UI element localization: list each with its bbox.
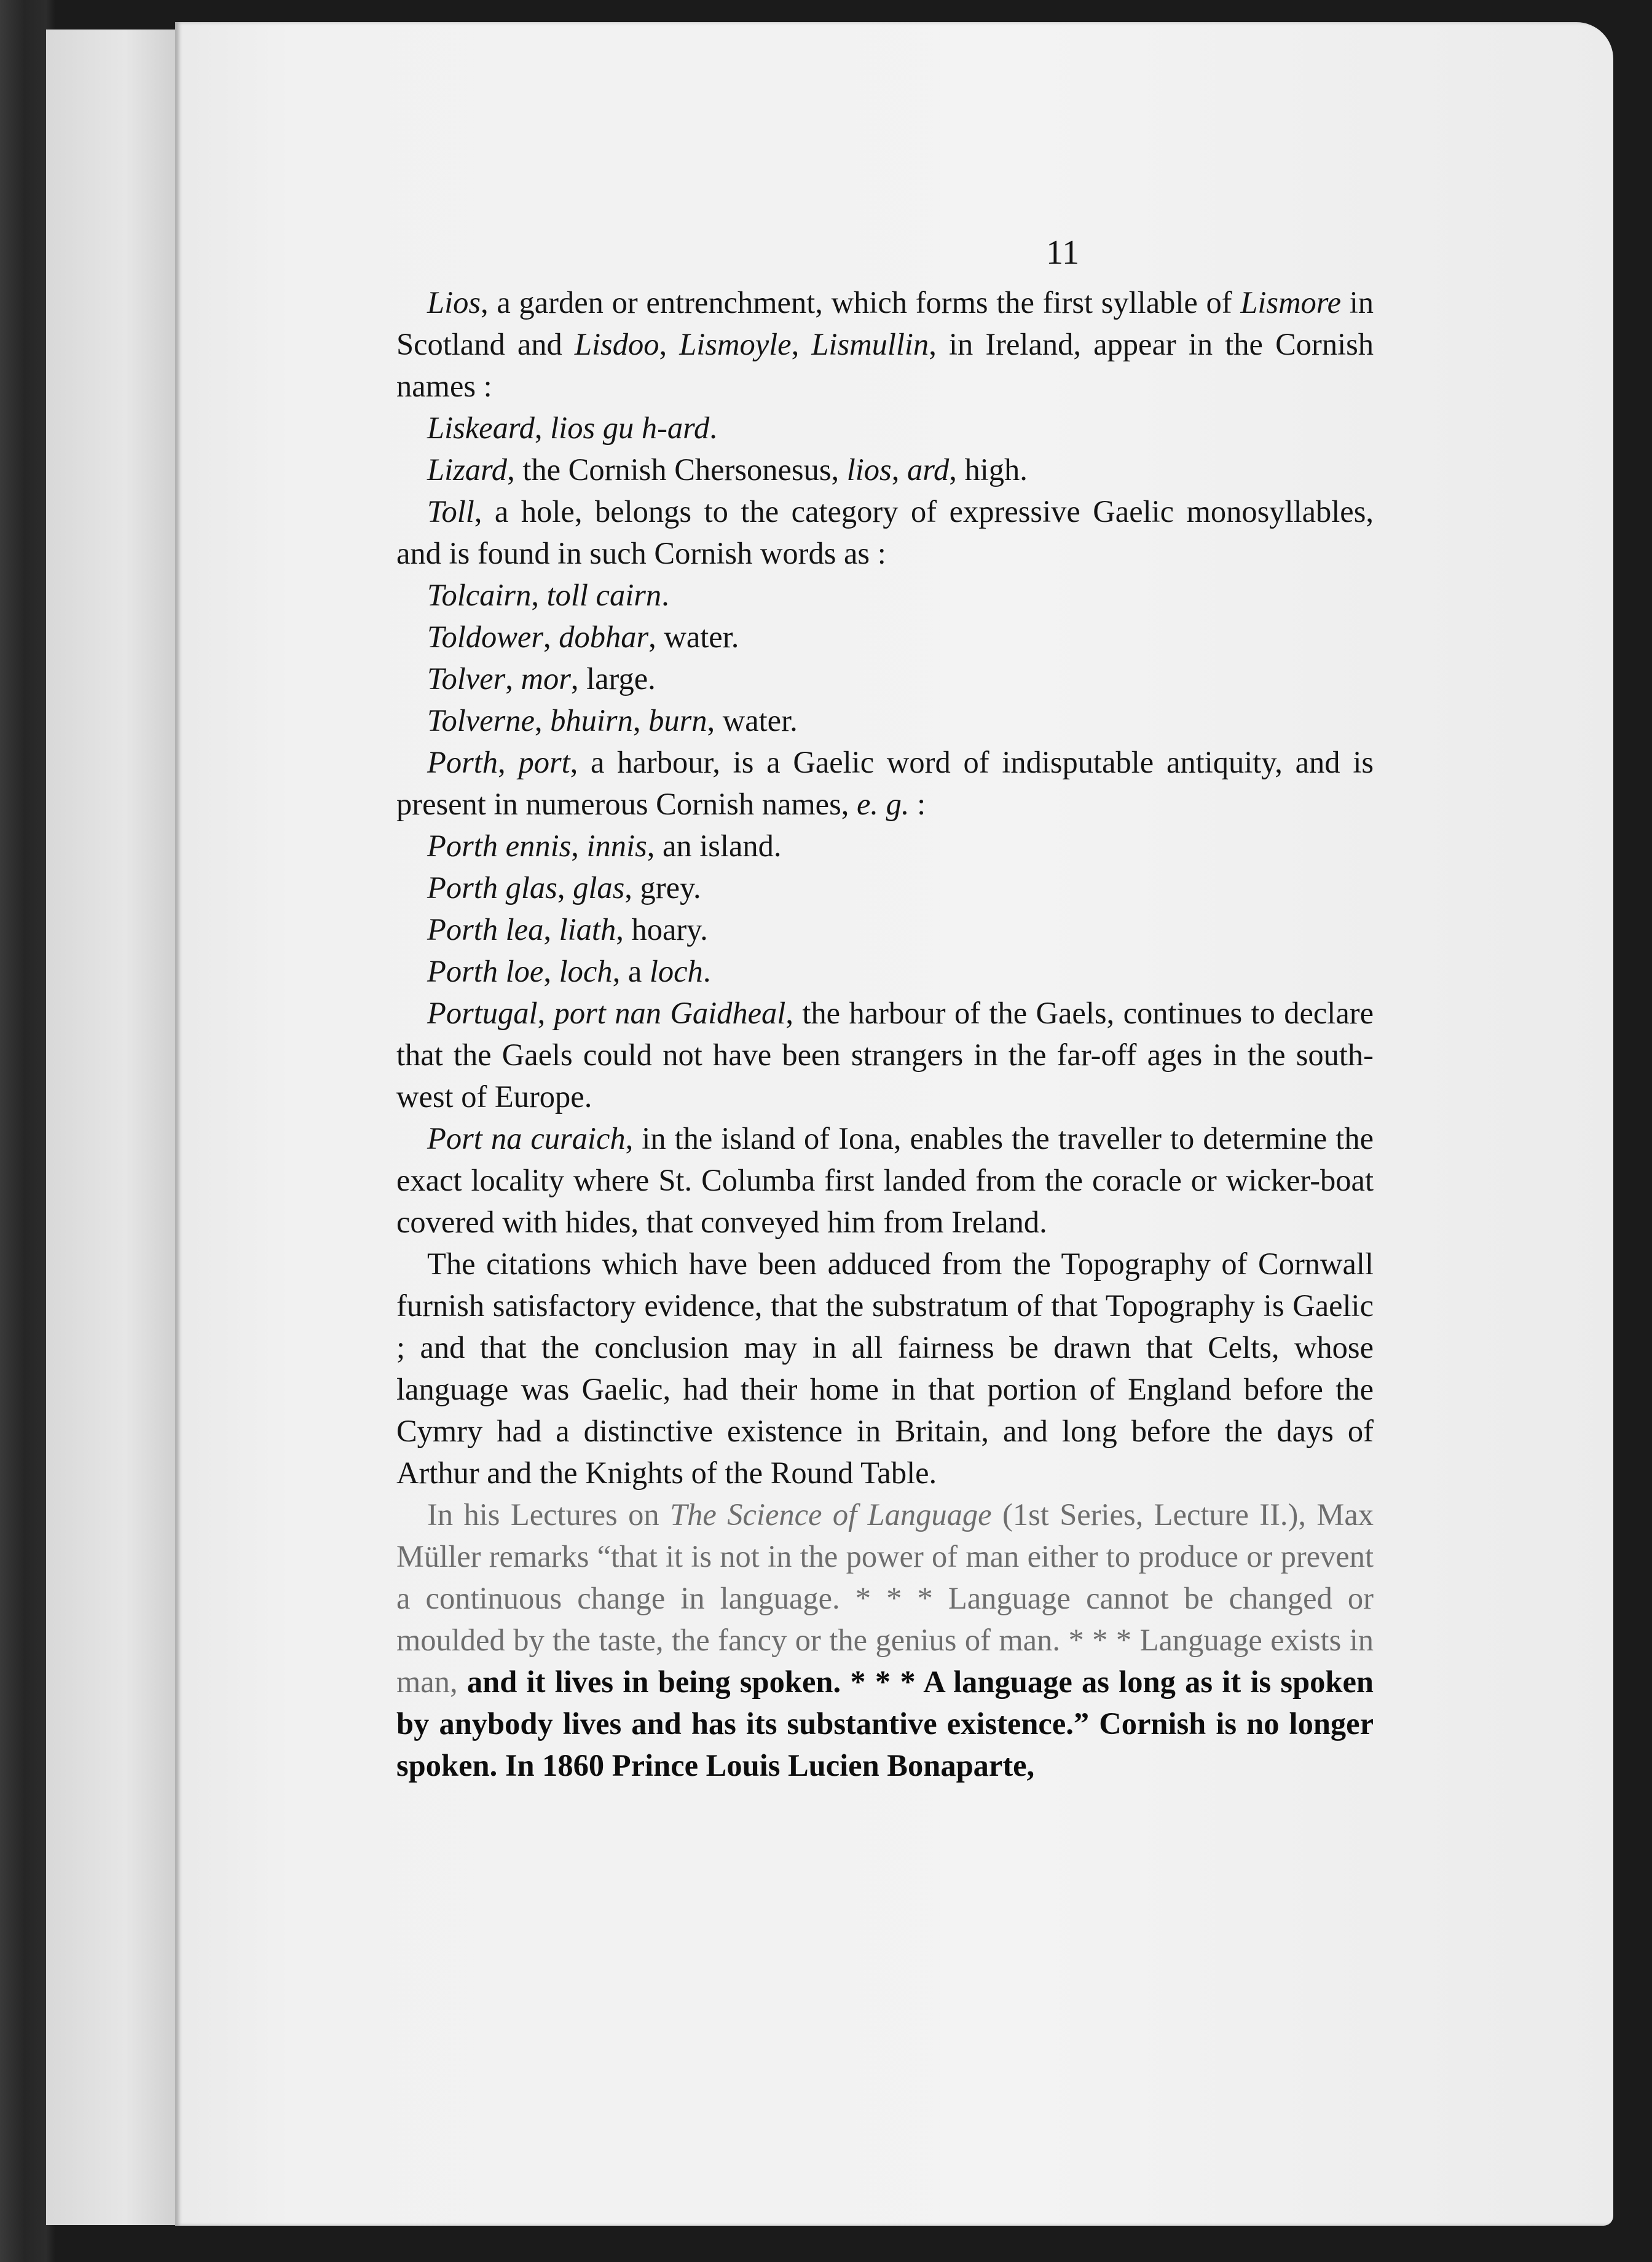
paragraph-citations: The citations which have been adduced from the Topography of Cornwall furnish satisfactory evidence, that the substratum of that Topography is Gaelic ; and that the conclusion may in all fairness be drawn that Celts, whose language was Gaelic, had their home in that portion of England before the Cymry had a distinctive existence in Britain, and long before the days of Arthur and the Knights of the Round Table. bbox=[396, 1247, 1374, 1490]
entry-porth-lea: Porth lea, liath, hoary. bbox=[427, 912, 708, 947]
body-text bbox=[396, 282, 1374, 1786]
page-number: 11 bbox=[1046, 234, 1079, 272]
entry-porth-loe: Porth loe, loch, a loch. bbox=[427, 954, 711, 988]
entry-tolver: Tolver, mor, large. bbox=[427, 661, 656, 696]
entry-tolcairn: Tolcairn, toll cairn. bbox=[427, 578, 669, 612]
paragraph-lios: Lios, a garden or entrenchment, which forms the first syllable of Lismore in Scotland and Lisdoo, Lismoyle, Lismullin, in Ireland, appear in the Cornish names : bbox=[396, 285, 1374, 403]
paragraph-porth: Porth, port, a harbour, is a Gaelic word of indisputable antiquity, and is present in numerous Cornish names, e. g. : bbox=[396, 745, 1374, 821]
entry-liskeard: Liskeard, lios gu h-ard. bbox=[427, 411, 717, 445]
entry-porth-glas: Porth glas, glas, grey. bbox=[427, 870, 701, 905]
paragraph-max-muller: In his Lectures on The Science of Language (1st Series, Lecture II.), Max Müller remarks “that it is not in the power of man either to produce or prevent a continuous change in language. * * * Language cannot be changed or moulded by the taste, the fancy or the genius of man. * * * Language exists in man, and it lives in being spoken. * * * A language as long as it is spoken by anybody lives and has its substantive existence.” Cornish is no longer spoken. In 1860 Prince Louis Lucien Bonaparte, bbox=[396, 1497, 1374, 1783]
entry-tolverne: Tolverne, bhuirn, burn, water. bbox=[427, 703, 798, 738]
paragraph-portugal: Portugal, port nan Gaidheal, the harbour of the Gaels, continues to declare that the Gaels could not have been strangers in the far-off ages in the south-west of Europe. bbox=[396, 996, 1374, 1114]
paragraph-port-na-curaich: Port na curaich, in the island of Iona, enables the traveller to determine the exact locality where St. Columba first landed from the coracle or wicker-boat covered with hides, that conveyed him from Ireland. bbox=[396, 1121, 1374, 1239]
entry-porth-ennis: Porth ennis, innis, an island. bbox=[427, 829, 782, 863]
entry-toldower: Toldower, dobhar, water. bbox=[427, 620, 739, 654]
entry-lizard: Lizard, the Cornish Chersonesus, lios, ard, high. bbox=[427, 452, 1028, 487]
previous-page-edge bbox=[46, 30, 181, 2225]
paragraph-toll: Toll, a hole, belongs to the category of expressive Gaelic monosyllables, and is found in such Cornish words as : bbox=[396, 494, 1374, 570]
